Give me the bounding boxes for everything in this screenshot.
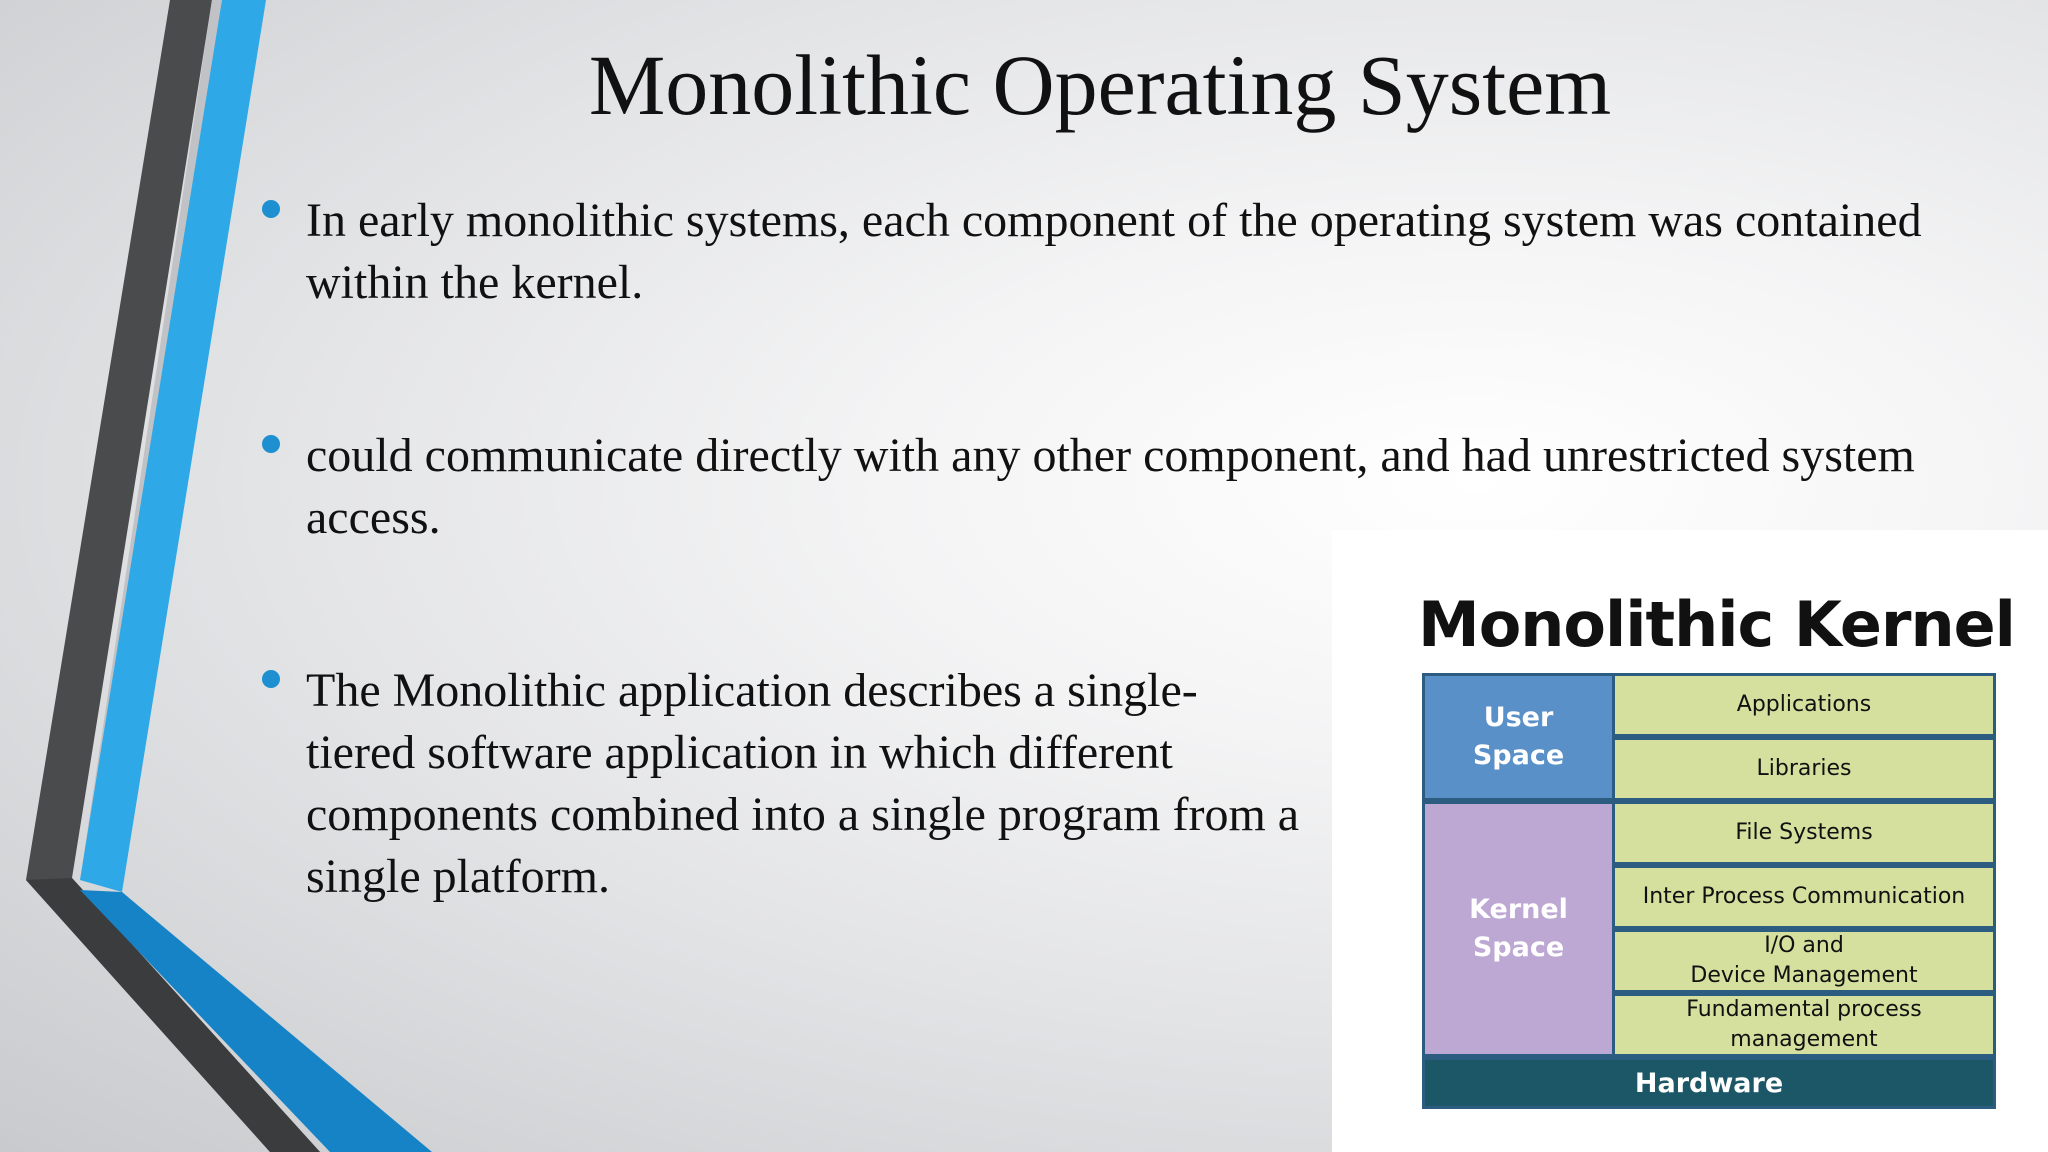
layer-file-systems: File Systems: [1612, 801, 1996, 865]
bullet-text: In early monolithic systems, each component of the operating system was contained within the kernel.: [306, 194, 1922, 309]
monolithic-kernel-diagram: [1332, 530, 2048, 1152]
slide-title: Monolithic Operating System: [588, 37, 1612, 133]
bullet-dot-icon: [262, 200, 280, 218]
bullet-dot-icon: [262, 435, 280, 453]
bullet-text: The Monolithic application describes a single-tiered software application in which different components combined into a single program from a single platform.: [306, 664, 1300, 903]
layer-libraries: Libraries: [1612, 737, 1996, 801]
layer-process-management: Fundamental process management: [1612, 993, 1996, 1057]
dark-lower-stripe: [26, 878, 320, 1152]
bullet-text: could communicate directly with any other component, and had unrestricted system access.: [306, 429, 1915, 544]
hardware-layer: Hardware: [1422, 1057, 1996, 1109]
kernel-layer-grid: [1422, 673, 1996, 1109]
kernel-space-label: Kernel Space: [1469, 894, 1568, 963]
bullet-dot-icon: [262, 670, 280, 688]
user-space-region: [1422, 673, 1615, 801]
layer-ipc: Inter Process Communication: [1612, 865, 1996, 929]
user-space-label: User Space: [1472, 702, 1565, 771]
kernel-space-region: [1422, 801, 1615, 1057]
layer-applications: Applications: [1612, 673, 1996, 737]
diagram-title: Monolithic Kernel: [1418, 588, 2015, 661]
layer-io-device-management: I/O and Device Management: [1612, 929, 1996, 993]
